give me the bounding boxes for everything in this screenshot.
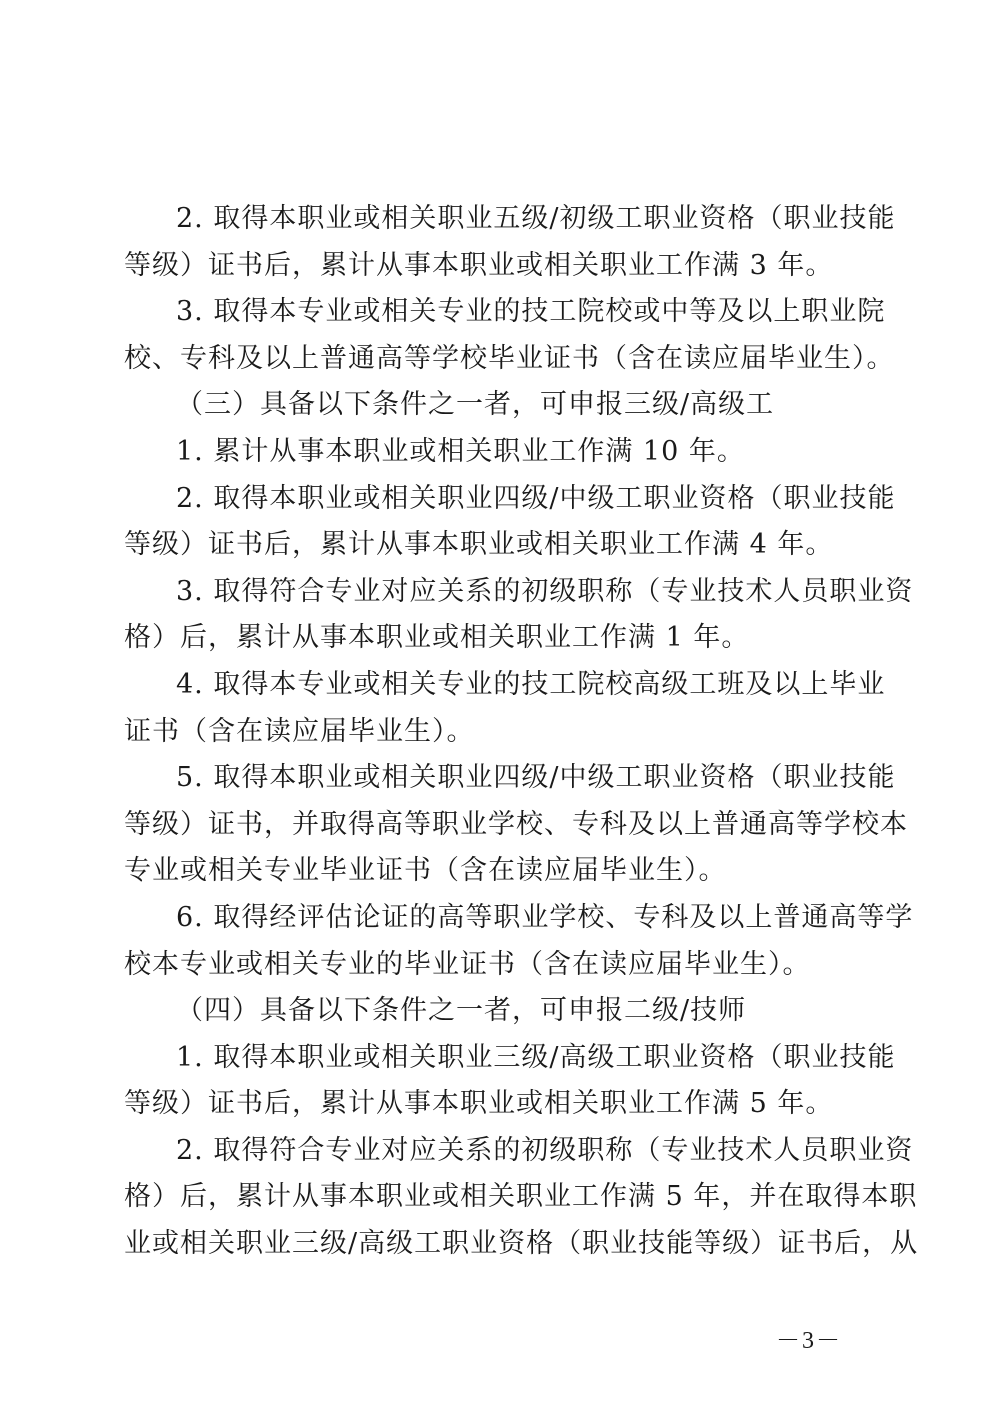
section-heading: （三）具备以下条件之一者，可申报三级/高级工 (176, 389, 775, 421)
section-heading: （四）具备以下条件之一者，可申报二级/技师 (176, 995, 747, 1027)
text-line: 专业或相关专业毕业证书（含在读应届毕业生）。 (124, 855, 727, 887)
text-line: 等级）证书后，累计从事本职业或相关职业工作满 5 年。 (124, 1088, 834, 1120)
text-line: 5. 取得本职业或相关职业四级/中级工职业资格（职业技能 (176, 762, 896, 794)
text-line: 校、专科及以上普通高等学校毕业证书（含在读应届毕业生）。 (124, 342, 895, 374)
text-line: 3. 取得本专业或相关专业的技工院校或中等及以上职业院 (176, 296, 886, 328)
body-text (124, 196, 919, 1268)
text-line: 等级）证书后，累计从事本职业或相关职业工作满 3 年。 (124, 249, 834, 281)
page-number: －3－ (776, 1328, 842, 1354)
text-line: 证书（含在读应届毕业生）。 (124, 715, 475, 747)
text-line: 等级）证书，并取得高等职业学校、专科及以上普通高等学校本 (124, 808, 908, 840)
text-line: 1. 累计从事本职业或相关职业工作满 10 年。 (176, 435, 745, 467)
text-line: 等级）证书后，累计从事本职业或相关职业工作满 4 年。 (124, 529, 834, 561)
text-line: 2. 取得符合专业对应关系的初级职称（专业技术人员职业资 (176, 1134, 914, 1166)
text-line: 格）后，累计从事本职业或相关职业工作满 5 年，并在取得本职 (124, 1181, 918, 1213)
text-line: 2. 取得本职业或相关职业五级/初级工职业资格（职业技能 (176, 203, 896, 234)
text-line: 6. 取得经评估论证的高等职业学校、专科及以上普通高等学 (176, 901, 914, 933)
text-line: 校本专业或相关专业的毕业证书（含在读应届毕业生）。 (124, 948, 811, 980)
text-line: 4. 取得本专业或相关专业的技工院校高级工班及以上毕业 (176, 668, 886, 700)
text-line: 业或相关职业三级/高级工职业资格（职业技能等级）证书后，从 (124, 1228, 919, 1260)
text-line: 2. 取得本职业或相关职业四级/中级工职业资格（职业技能 (176, 482, 896, 514)
text-line: 格）后，累计从事本职业或相关职业工作满 1 年。 (124, 622, 750, 654)
text-line: 3. 取得符合专业对应关系的初级职称（专业技术人员职业资 (176, 575, 914, 607)
text-line: 1. 取得本职业或相关职业三级/高级工职业资格（职业技能 (176, 1041, 896, 1073)
